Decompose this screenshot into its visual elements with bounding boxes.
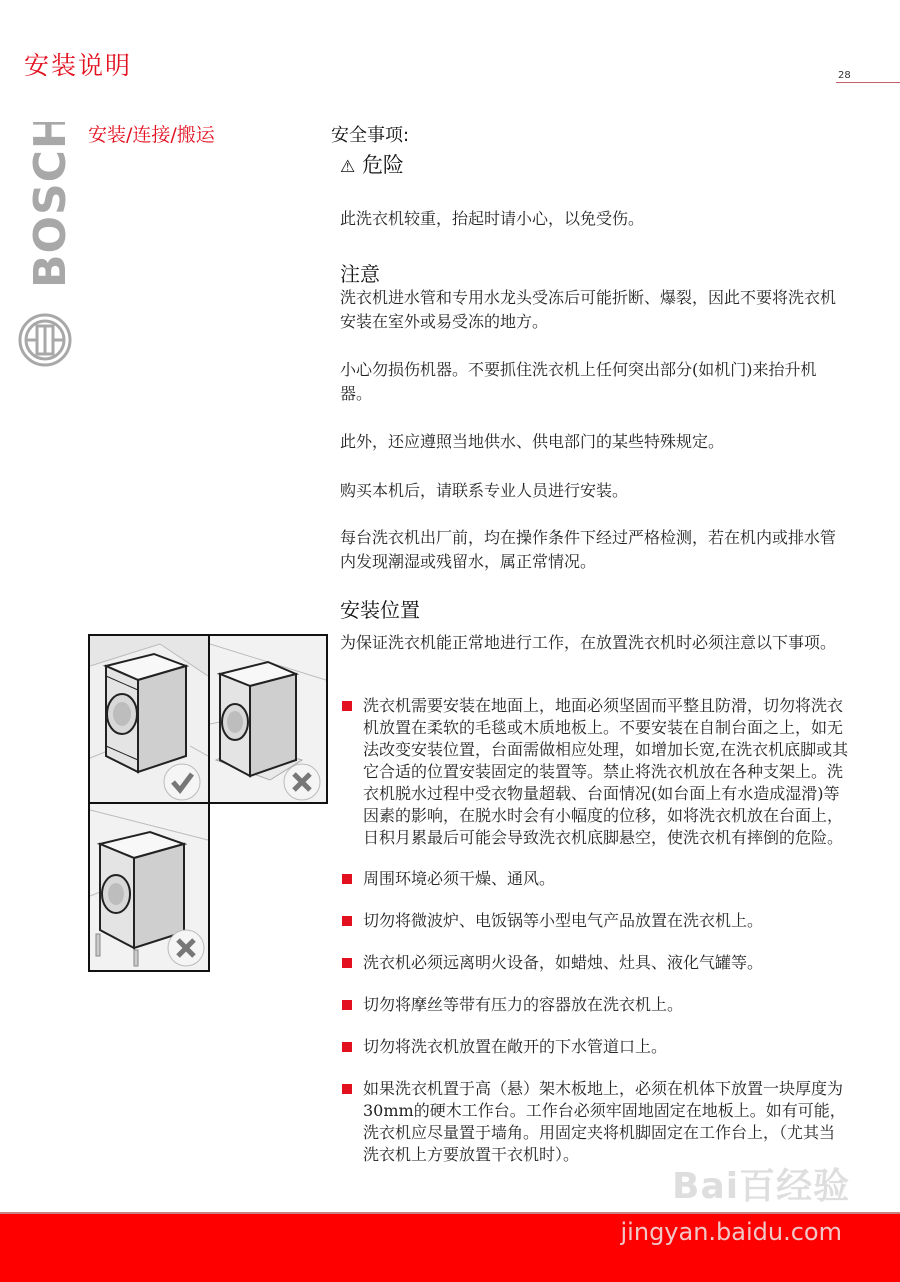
- notice-paragraph: 小心勿损伤机器。不要抓住洗衣机上任何突出部分(如机门)来抬升机器。: [340, 360, 817, 403]
- location-intro: 为保证洗衣机能正常地进行工作，在放置洗衣机时必须注意以下事项。: [340, 633, 837, 652]
- page-number: 28: [838, 70, 851, 81]
- bullet-square-icon: [342, 1000, 352, 1010]
- section-title: 安装/连接/搬运: [88, 124, 215, 146]
- notice-paragraph: 每台洗衣机出厂前，均在操作条件下经过严格检测，若在机内或排水管内发现潮湿或残留水，属正常情况。: [340, 528, 837, 571]
- list-item: 切勿将洗衣机放置在敞开的下水管道口上。: [340, 1036, 850, 1058]
- list-item: 洗衣机必须远离明火设备，如蜡烛、灶具、液化气罐等。: [340, 952, 850, 974]
- bullet-square-icon: [342, 701, 352, 711]
- notice-paragraph: 洗衣机进水管和专用水龙头受冻后可能折断、爆裂，因此不要将洗衣机安装在室外或易受冻的地方。: [340, 288, 837, 331]
- list-item: 如果洗衣机置于高（悬）架木板地上，必须在机体下放置一块厚度为30mm的硬木工作台。工作台必须牢固地固定在地板上。如有可能，洗衣机应尽量置于墙角。用固定夹将机脚固定在工作台上，（尤其当洗衣机上方要放置干衣机时）。: [340, 1078, 850, 1166]
- danger-label: 危险: [361, 153, 404, 177]
- notice-paragraph: 此外，还应遵照当地供水、供电部门的某些特殊规定。: [340, 432, 725, 451]
- page-title: 安装说明: [24, 51, 133, 80]
- notice-heading: 注意: [340, 262, 380, 286]
- danger-text: 此洗衣机较重，抬起时请小心，以免受伤。: [340, 209, 645, 228]
- figure-stand-wrong: [88, 802, 210, 972]
- watermark-text: jingyan.baidu.com: [620, 1218, 842, 1246]
- location-heading: 安装位置: [340, 598, 420, 622]
- bullet-square-icon: [342, 1084, 352, 1094]
- safety-heading: 安全事项:: [331, 125, 410, 146]
- bullet-square-icon: [342, 916, 352, 926]
- baidu-watermark-logo: Bai百经验: [672, 1166, 851, 1207]
- bullet-square-icon: [342, 874, 352, 884]
- list-item: 周围环境必须干燥、通风。: [340, 868, 850, 890]
- bosch-armature-logo-icon: [17, 312, 73, 368]
- bullet-square-icon: [342, 958, 352, 968]
- svg-text:BOSCH: BOSCH: [25, 122, 74, 288]
- bosch-wordmark: [18, 122, 74, 292]
- placement-illustrations: [88, 634, 328, 972]
- location-bullet-list: [340, 695, 850, 1166]
- list-item: 切勿将微波炉、电饭锅等小型电气产品放置在洗衣机上。: [340, 910, 850, 932]
- figure-floor-correct: [88, 634, 210, 804]
- list-item: 洗衣机需要安装在地面上，地面必须坚固而平整且防滑，切勿将洗衣机放置在柔软的毛毯或木质地板上。不要安装在自制台面之上，如无法改变安装位置，台面需做相应处理，如增加长宽,在洗衣机底脚或其它合适的位置安装固定的装置等。禁止将洗衣机放在各种支架上。洗衣机脱水过程中受衣物量超载、台面情况(如台面上有水造成湿滑)等因素的影响，在脱水时会有小幅度的位移，如将洗衣机放在台面上，日积月累最后可能会导致洗衣机底脚悬空，使洗衣机有摔倒的危险。: [340, 695, 850, 849]
- notice-paragraph: 购买本机后，请联系专业人员进行安装。: [340, 481, 629, 500]
- figure-platform-wrong: [208, 634, 328, 804]
- header-rule: [836, 82, 900, 83]
- warning-triangle-icon: ⚠: [340, 157, 356, 177]
- bullet-square-icon: [342, 1042, 352, 1052]
- danger-heading: [340, 149, 404, 179]
- list-item: 切勿将摩丝等带有压力的容器放在洗衣机上。: [340, 994, 850, 1016]
